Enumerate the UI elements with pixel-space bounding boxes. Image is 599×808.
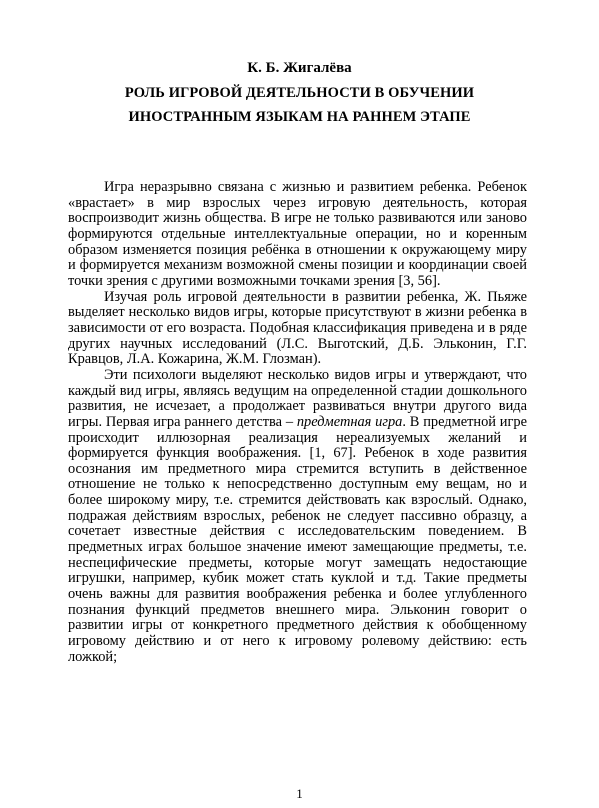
author-name: К. Б. Жигалёва xyxy=(247,60,352,76)
paragraph-3-text-start: Эти психологи выделяют несколько видов игры и утверждают, что каждый вид игры, являясь ведущим на определенной стадии дошкольного развития, не исчезает, а продолжает развиваться внутри другого вида игры. Первая игра раннего детства – xyxy=(68,366,527,430)
article-body xyxy=(68,180,527,665)
paragraph-2: Изучая роль игровой деятельности в развитии ребенка, Ж. Пьяже выделяет несколько видов игры, которые присутствуют в жизни ребенка в зависимости от его возраста. Подобная классификация приведена и в ряде других научных исследований (Л.С. Выготский, Д.Б. Эльконин, Г.Г. Кравцов, Л.А. Кожарина, Ж.М. Глозман). xyxy=(68,288,527,368)
page-number: 1 xyxy=(296,786,303,801)
title-line-1: РОЛЬ ИГРОВОЙ ДЕЯТЕЛЬНОСТИ В ОБУЧЕНИИ xyxy=(124,85,475,101)
paragraph-3-emphasis: предметная игра xyxy=(296,413,403,430)
paragraph-1: Игра неразрывно связана с жизнью и развитием ребенка. Ребенок «врастает» в мир взрослых через игровую деятельность, которая воспроизводит жизнь общества. В игре не только развиваются или заново формируются отдельные интеллектуальные операции, но и коренным образом изменяется позиция ребёнка в отношении к окружающему миру и формируется механизм возможной смены позиции и координации своей точки зрения с другими возможными точками зрения [3, 56]. xyxy=(68,179,527,289)
title-line-2: ИНОСТРАННЫМ ЯЗЫКАМ НА РАННЕМ ЭТАПЕ xyxy=(128,109,471,125)
paragraph-3-text-end: . В предметной игре происходит иллюзорная реализация нереализуемых желаний и формируется функция воображения. [1, 67]. Ребенок в ходе развития осознания им предметного мира стремится вступить в действенное отношение не только к непосредственно доступным ему вещам, но и более широкому миру, т.е. стремится действовать как взрослый. Однако, подражая действиям взрослых, ребенок не следует пассивно образцу, а сочетает известные действия с исследовательским поведением. В предметных играх большое значение имеют замещающие предметы, т.е. неспецифические предметы, которые могут замещать недостающие игрушки, например, кубик может стать куклой и т.д. Такие предметы очень важны для развития воображения ребенка и более углубленного познания функций предметов внешнего мира. Эльконин говорит о развитии игры от конкретного предметного действия к обобщенному игровому действию и от него к игровому ролевому действию: есть ложкой; xyxy=(68,413,527,665)
article-title xyxy=(60,81,539,129)
paragraph-3 xyxy=(68,368,527,665)
